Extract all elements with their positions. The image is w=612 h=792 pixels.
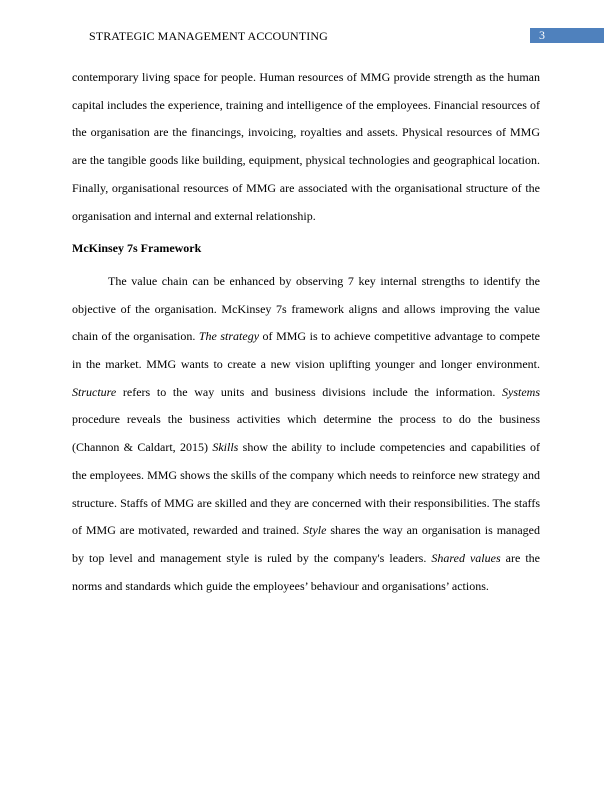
section-heading: McKinsey 7s Framework <box>72 241 202 256</box>
term-strategy: The strategy <box>198 329 260 344</box>
page-number: 3 <box>530 28 604 43</box>
term-style: Style <box>303 523 327 538</box>
term-skills: Skills <box>212 440 239 455</box>
term-shared-values: Shared values <box>431 550 501 565</box>
text-run: shares the way an organisation is managed by top level and management style is ruled by the company's leaders. <box>72 523 541 565</box>
text-run: The value chain can be enhanced by observing 7 key internal strengths to identify the objective of the organisation. McKinsey 7s framework aligns and allows improving the value chain of the organisation. <box>72 273 540 344</box>
term-systems: Systems <box>502 384 540 399</box>
text-run: show the ability to include competencies and capabilities of the employees. MMG shows the skills of the company which needs to reinforce new strategy and structure. Staffs of MMG are skilled and they are concerned with their responsibilities. The staffs of MMG are motivated, rewarded and trained. <box>72 440 540 538</box>
paragraph-resources: contemporary living space for people. Human resources of MMG provide strength as the human capital includes the experience, training and intelligence of the employees. Financial resources of the organisation are the financings, invoicing, royalties and assets. Physical resources of MMG are the tangible goods like building, equipment, physical technologies and geographical location. Finally, organisational resources of MMG are associated with the organisational structure of the organisation and internal and external relationship. <box>72 70 540 223</box>
paragraph-7s-framework <box>72 268 540 600</box>
text-run: procedure reveals the business activities which determine the process to do the business (Channon & Caldart, 2015) <box>72 412 540 455</box>
document-body <box>72 64 540 600</box>
term-structure: Structure <box>72 384 117 399</box>
text-run: refers to the way units and business divisions include the information. <box>116 384 502 399</box>
running-header: STRATEGIC MANAGEMENT ACCOUNTING <box>89 29 328 43</box>
text-run: are the norms and standards which guide the employees’ behaviour and organisations’ actions. <box>72 550 540 593</box>
text-run: of MMG is to achieve competitive advantage to compete in the market. MMG wants to create a new vision uplifting younger and longer environment. <box>72 329 540 372</box>
